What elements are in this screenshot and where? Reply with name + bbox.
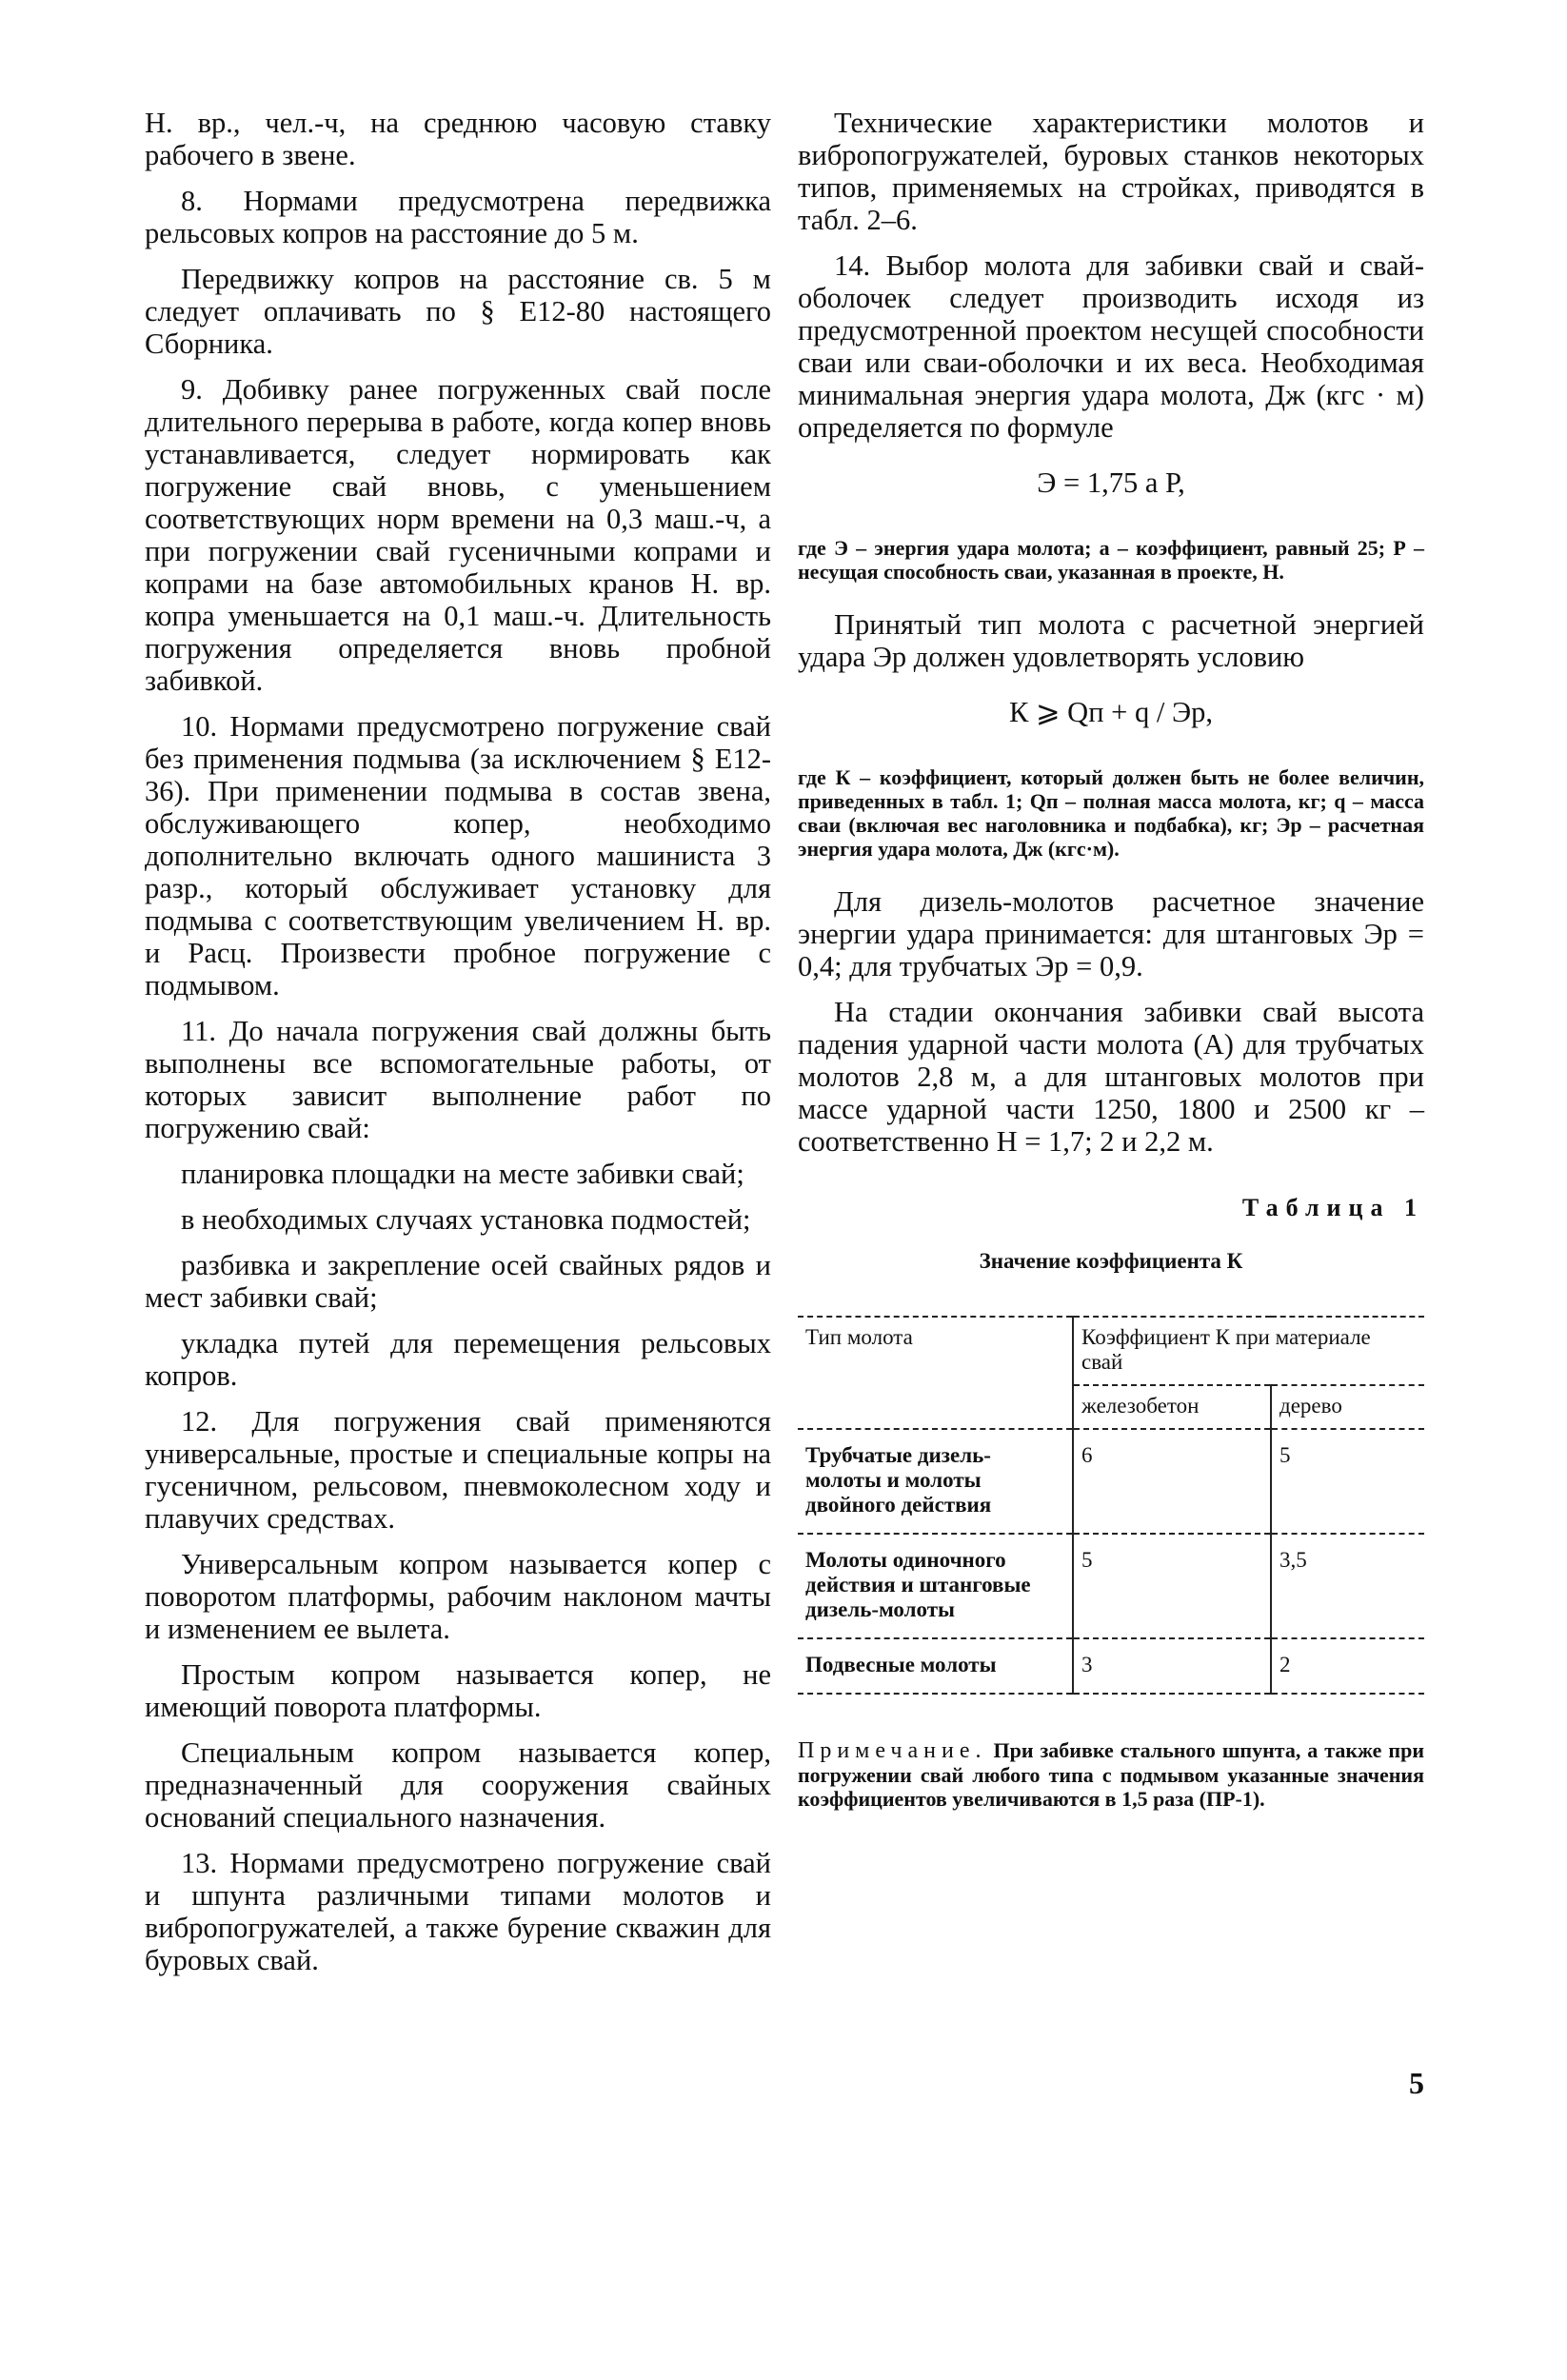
paragraph: 11. До начала погружения свай должны быть выполнены все вспомогательные работы, от которых зависит выполнение работ по погружению свай: bbox=[145, 1015, 771, 1144]
left-column bbox=[145, 107, 771, 1990]
paragraph: Простым копром называется копер, не имеющий поворота платформы. bbox=[145, 1658, 771, 1723]
paragraph: На стадии окончания забивки свай высота падения ударной части молота (А) для трубчатых молотов 2,8 м, а для штанговых молотов при массе ударной части 1250, 1800 и 2500 кг – соответственно Н = 1,7; 2 и 2,2 м. bbox=[798, 996, 1424, 1158]
list-item: в необходимых случаях установка подмостей; bbox=[181, 1203, 751, 1236]
paragraph: Технические характеристики молотов и вибропогружателей, буровых станков некоторых типов, применяемых на стройках, приводятся в табл. 2–6. bbox=[798, 107, 1424, 236]
page-number: 5 bbox=[1409, 2066, 1424, 2100]
paragraph: 9. Добивку ранее погруженных свай после длительного перерыва в работе, когда копер вновь устанавливается, следует нормировать как погружение свай вновь, с уменьшением соответствующих норм времени на 0,3 маш.-ч, а при погружении свай гусеничными копрами и копрами на базе автомобильных кранов Н. вр. копра уменьшается на 0,1 маш.-ч. Длительность погружения определяется вновь пробной забивкой. bbox=[145, 373, 771, 697]
cell-rc: 6 bbox=[1073, 1429, 1271, 1534]
formula-energy: Э = 1,75 а Р, bbox=[1037, 466, 1185, 499]
column-header-wood: дерево bbox=[1271, 1385, 1424, 1429]
table-row bbox=[798, 1638, 1424, 1694]
list-item: планировка площадки на месте забивки свай; bbox=[181, 1158, 744, 1190]
paragraph: Принятый тип молота с расчетной энергией удара Эр должен удовлетворять условию bbox=[798, 608, 1424, 673]
list-item: укладка путей для перемещения рельсовых копров. bbox=[145, 1327, 771, 1392]
note-text: При забивке стального шпунта, а также при погружении свай любого типа с подмывом указанные значения коэффициентов увеличиваются в 1,5 раза (ПР-1). bbox=[798, 1738, 1425, 1811]
paragraph: 13. Нормами предусмотрено погружение свай и шпунта различными типами молотов и вибропогружателей, а также бурение скважин для буровых свай. bbox=[145, 1847, 771, 1976]
formula-legend: где Э – энергия удара молота; а – коэффициент, равный 25; Р – несущая способность сваи, указанная в проекте, Н. bbox=[798, 536, 1424, 584]
cell-hammer-type: Молоты одиночного действия и штанговые дизель-молоты bbox=[798, 1534, 1073, 1638]
paragraph: Передвижку копров на расстояние св. 5 м следует оплачивать по § Е12-80 настоящего Сборника. bbox=[145, 263, 771, 360]
column-header-rc: железобетон bbox=[1073, 1385, 1271, 1429]
table-row bbox=[798, 1429, 1424, 1534]
right-column bbox=[798, 107, 1424, 1811]
formula-legend: где К – коэффициент, который должен быть не более величин, приведенных в табл. 1; Qп – полная масса молота, кг; q – масса сваи (включая вес наголовника и подбабка), кг; Эр – расчетная энергия удара молота, Дж (кгс·м). bbox=[798, 765, 1424, 861]
paragraph: 8. Нормами предусмотрена передвижка рельсовых копров на расстояние до 5 м. bbox=[145, 185, 771, 249]
cell-wood: 3,5 bbox=[1271, 1534, 1424, 1638]
formula-condition: К ⩾ Qп + q / Эр, bbox=[1009, 696, 1213, 728]
cell-hammer-type: Трубчатые дизель-молоты и молоты двойного действия bbox=[798, 1429, 1073, 1534]
paragraph: Н. вр., чел.-ч, на среднюю часовую ставку рабочего в звене. bbox=[145, 107, 771, 171]
paragraph: Для дизель-молотов расчетное значение энергии удара принимается: для штанговых Эр = 0,4; для трубчатых Эр = 0,9. bbox=[798, 885, 1424, 982]
paragraph: 12. Для погружения свай применяются универсальные, простые и специальные копры на гусеничном, рельсовом, пневмоколесном ходу и плавучих средствах. bbox=[145, 1405, 771, 1535]
table-caption: Таблица 1 bbox=[1241, 1194, 1424, 1221]
cell-rc: 3 bbox=[1073, 1638, 1271, 1694]
paragraph: 10. Нормами предусмотрено погружение свай без применения подмыва (за исключением § Е12-36). При применении подмыва в состав звена, обслуживающего копер, необходимо дополнительно включать одного машиниста 3 разр., который обслуживает установку для подмыва с соответствующим увеличением Н. вр. и Расц. Произвести пробное погружение с подмывом. bbox=[145, 710, 771, 1002]
paragraph: 14. Выбор молота для забивки свай и свай-оболочек следует производить исходя из предусмотренной проектом несущей способности сваи или сваи-оболочки и их веса. Необходимая минимальная энергия удара молота, Дж (кгс · м) определяется по формуле bbox=[798, 249, 1424, 444]
paragraph: Универсальным копром называется копер с поворотом платформы, рабочим наклоном мачты и изменением ее вылета. bbox=[145, 1548, 771, 1645]
table-note bbox=[798, 1738, 1424, 1811]
paragraph: Специальным копром называется копер, предназначенный для сооружения свайных оснований специального назначения. bbox=[145, 1736, 771, 1834]
column-header-coefficient: Коэффициент К при материале свай bbox=[1073, 1317, 1424, 1385]
note-label: Примечание. bbox=[798, 1738, 987, 1763]
cell-hammer-type: Подвесные молоты bbox=[798, 1638, 1073, 1694]
table-title: Значение коэффициента К bbox=[979, 1249, 1243, 1273]
cell-wood: 5 bbox=[1271, 1429, 1424, 1534]
coefficient-table bbox=[798, 1316, 1424, 1695]
list-item: разбивка и закрепление осей свайных рядов и мест забивки свай; bbox=[145, 1249, 771, 1314]
cell-rc: 5 bbox=[1073, 1534, 1271, 1638]
cell-wood: 2 bbox=[1279, 1653, 1291, 1676]
table-row bbox=[798, 1534, 1424, 1638]
column-header-type: Тип молота bbox=[798, 1317, 1073, 1429]
